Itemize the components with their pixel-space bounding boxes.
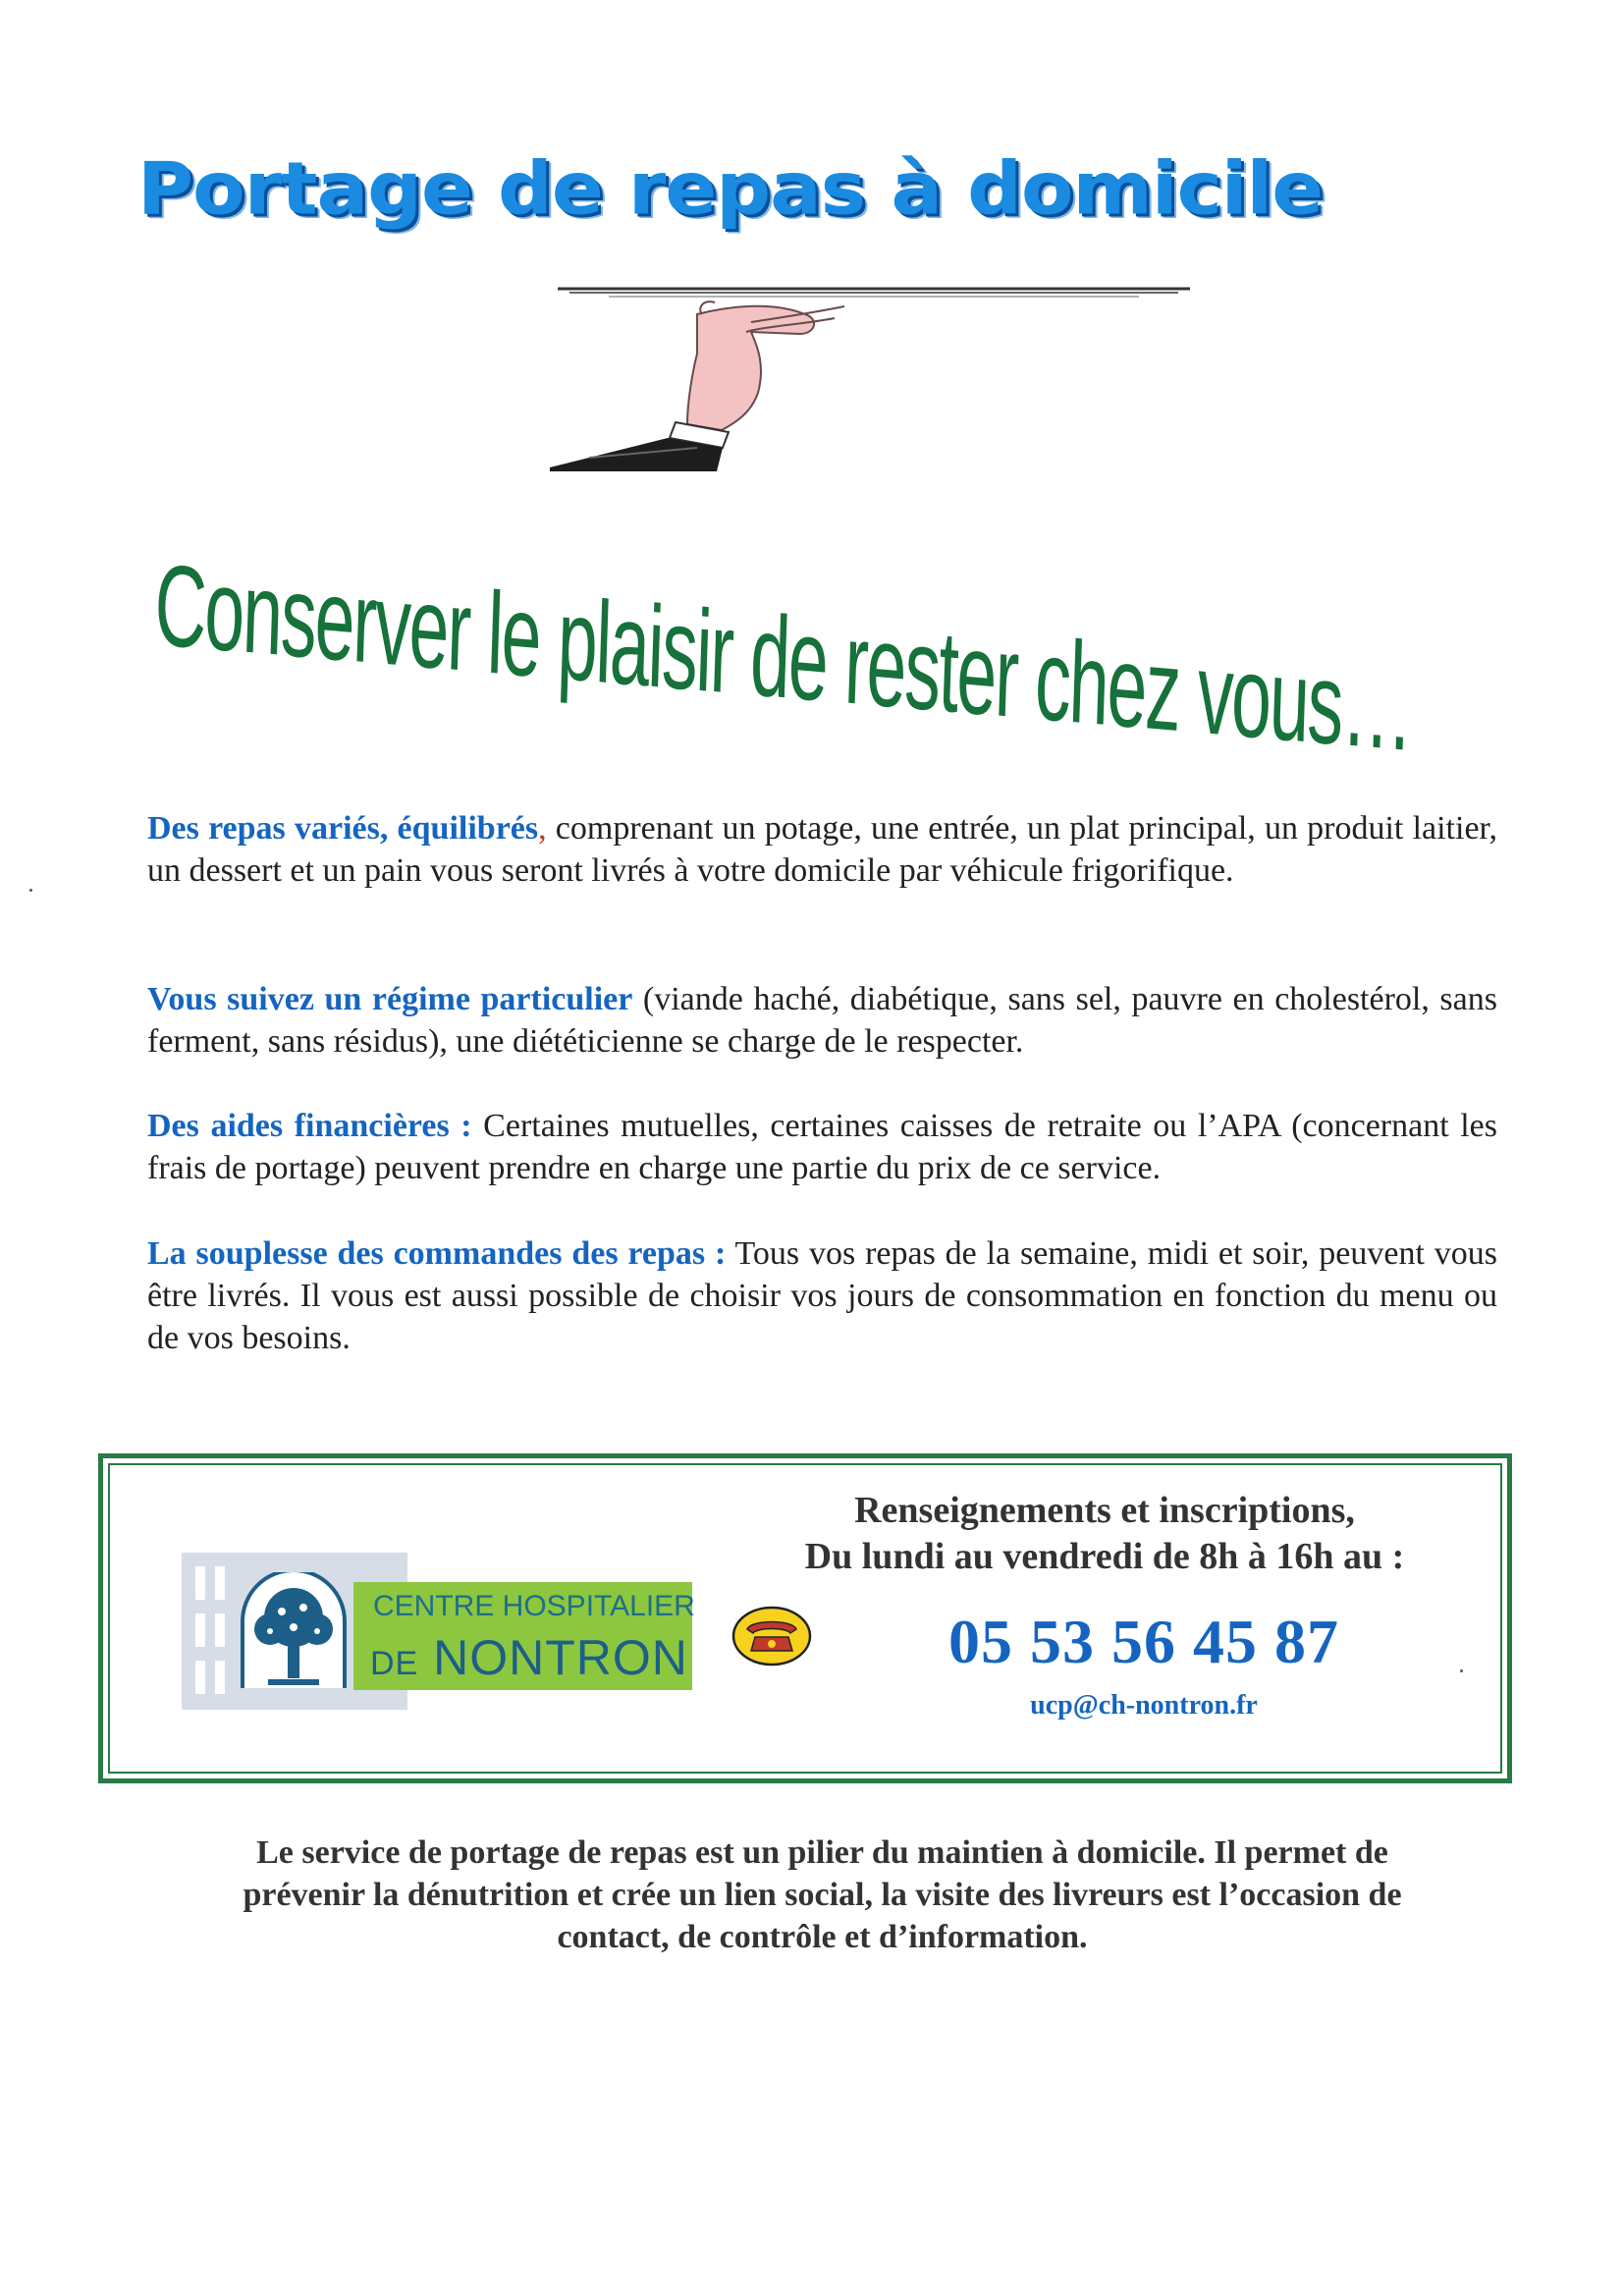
page-title: Portage de repas à domicile <box>137 147 1324 232</box>
paragraph-text: Tous vos repas de la semaine, midi et soir, peuvent vous être livrés. Il vous est aussi possible de choisir vos jours de consommation en fonction du menu ou de vos besoins. <box>147 1235 1497 1356</box>
paragraph-lead: Des aides financières : <box>147 1108 472 1144</box>
paragraph-lead: Vous suivez un régime particulier <box>147 981 633 1017</box>
paragraph-lead: Des repas variés, équilibrés <box>147 810 539 847</box>
email-link[interactable]: ucp@ch-nontron.fr <box>1030 1690 1258 1721</box>
scan-speck <box>29 889 32 892</box>
paragraph-comma: , <box>538 810 547 847</box>
paragraph-diet <box>147 978 1497 1063</box>
contact-box <box>98 1453 1512 1783</box>
footer-line3: contact, de contrôle et d’information. <box>557 1919 1088 1955</box>
footer-note <box>147 1831 1497 1958</box>
paragraph-text: (viande haché, diabétique, sans sel, pauvre en cholestérol, sans ferment, sans résidus), une diététicienne se charge de le respecter. <box>147 981 1497 1060</box>
building-graphic <box>182 1553 407 1710</box>
slogan: Conserver le plaisir de rester chez vous… <box>152 539 1414 777</box>
contact-heading <box>722 1488 1488 1580</box>
paragraph-text: comprenant un potage, une entrée, un plat principal, un produit laitier, un dessert et un pain vous seront livrés à votre domicile par véhicule frigorifique. <box>147 810 1497 889</box>
paragraph-ordering <box>147 1232 1497 1359</box>
waiter-hand-tray-icon <box>550 275 1198 471</box>
paragraph-financial-aid <box>147 1105 1497 1189</box>
logo-text-name: NONTRON <box>433 1630 688 1685</box>
telephone-icon <box>731 1606 812 1667</box>
contact-heading-line2: Du lundi au vendredi de 8h à 16h au : <box>804 1536 1405 1577</box>
footer-line1: Le service de portage de repas est un pilier du maintien à domicile. Il permet de <box>256 1834 1388 1871</box>
paragraph-meals <box>147 807 1497 892</box>
logo-text-line2 <box>370 1629 688 1686</box>
footer-line2: prévenir la dénutrition et crée un lien social, la visite des livreurs est l’occasion de <box>243 1877 1402 1913</box>
paragraph-text: Certaines mutuelles, certaines caisses de retraite ou l’APA (concernant les frais de portage) peuvent prendre en charge une partie du prix de ce service. <box>147 1108 1497 1186</box>
paragraph-lead: La souplesse des commandes des repas : <box>147 1235 727 1272</box>
tree-icon <box>239 1572 349 1690</box>
logo-text-line1: CENTRE HOSPITALIER <box>373 1590 695 1622</box>
scan-speck <box>1460 1669 1463 1672</box>
logo-banner <box>353 1582 692 1690</box>
hospital-logo <box>182 1553 695 1710</box>
phone-number[interactable]: 05 53 56 45 87 <box>948 1607 1339 1676</box>
contact-heading-line1: Renseignements et inscriptions, <box>854 1490 1355 1531</box>
logo-text-de: DE <box>370 1645 419 1682</box>
